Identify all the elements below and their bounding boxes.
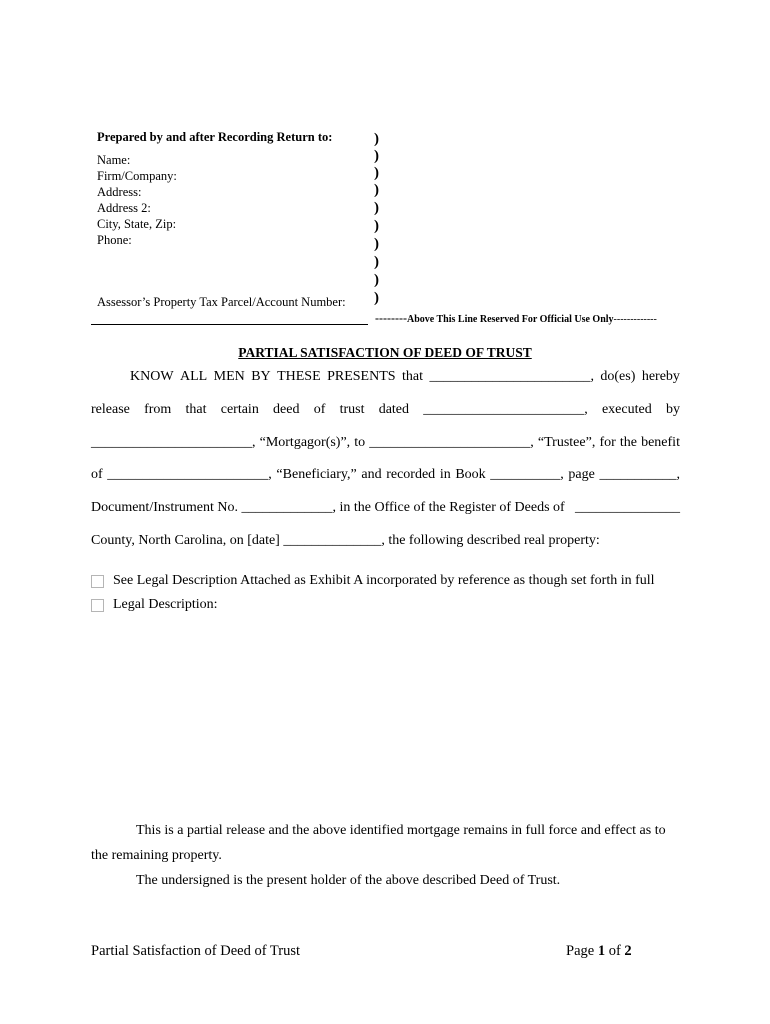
blank-field: _______________________, — [107, 467, 272, 482]
body-line-1 — [130, 369, 680, 385]
legal-description-label: Legal Description: — [113, 597, 218, 612]
phone-label: Phone: — [97, 233, 132, 247]
body-line-6 — [91, 533, 680, 549]
word: “Beneficiary,” — [276, 467, 357, 482]
word: Book — [455, 467, 486, 482]
address-label: Address: — [97, 185, 142, 199]
word: the — [619, 435, 637, 450]
bracket-paren: ) — [374, 200, 379, 216]
recording-divider-line — [91, 324, 368, 325]
word: BY — [251, 369, 271, 384]
address-2-label: Address 2: — [97, 201, 151, 215]
word: from — [144, 402, 172, 417]
word: and — [361, 467, 382, 482]
blank-field: __________, — [490, 467, 564, 482]
blank-field: _______________________, — [423, 402, 588, 417]
city-state-zip-label: City, State, Zip: — [97, 217, 177, 231]
bracket-paren: ) — [374, 148, 379, 164]
word: of — [91, 467, 103, 482]
official-use-notice — [375, 311, 657, 326]
assessor-parcel-label: Assessor’s Property Tax Parcel/Account Number: — [97, 295, 346, 309]
word: trust — [339, 402, 365, 417]
page-label: Page — [566, 943, 595, 959]
word: of — [313, 402, 326, 417]
word: ALL — [179, 369, 208, 384]
bracket-paren: ) — [374, 272, 379, 288]
body-line-5 — [91, 500, 680, 516]
bracket-paren: ) — [374, 182, 379, 198]
word: “Mortgagor(s)”, — [259, 435, 351, 450]
name-label: Name: — [97, 153, 131, 167]
document-title: PARTIAL SATISFACTION OF DEED OF TRUST — [238, 345, 532, 360]
page-total: 2 — [624, 943, 632, 959]
word: KNOW — [130, 369, 174, 384]
word: do(es) — [600, 369, 636, 384]
prepared-by-heading: Prepared by and after Recording Return to: — [97, 130, 333, 144]
legal-description-checkbox[interactable] — [91, 599, 104, 612]
bracket-paren: ) — [374, 290, 379, 306]
body-line-2 — [91, 402, 680, 418]
body-line-3 — [91, 435, 680, 451]
word: hereby — [641, 369, 680, 384]
partial-release-paragraph-line-1: This is a partial release and the above identified mortgage remains in full force and effect as to — [136, 823, 666, 838]
word: release — [91, 402, 130, 417]
word: PRESENTS — [327, 369, 396, 384]
of-label: of — [608, 943, 621, 959]
official-trail: ------------- — [613, 314, 657, 325]
word: page — [568, 467, 595, 482]
page-number: 1 — [597, 943, 606, 959]
firm-company-label: Firm/Company: — [97, 169, 177, 183]
word: to — [354, 435, 366, 450]
word: that — [185, 402, 207, 417]
official-dashes: -------- — [375, 311, 407, 325]
exhibit-label: See Legal Description Attached as Exhibit A incorporated by reference as though set forth in full — [113, 573, 655, 588]
word: THESE — [277, 369, 321, 384]
bracket-paren: ) — [374, 165, 379, 181]
word: that — [402, 369, 423, 384]
exhibit-option[interactable] — [91, 573, 655, 589]
word: recorded — [386, 467, 436, 482]
footer-document-title: Partial Satisfaction of Deed of Trust — [91, 943, 301, 959]
exhibit-checkbox[interactable] — [91, 575, 104, 588]
blank-field: _______________________, — [369, 435, 534, 450]
blank-field: _______________ — [575, 500, 680, 515]
word: in — [439, 467, 451, 482]
blank-field: _______________________, — [91, 435, 256, 450]
page-indicator — [566, 943, 632, 960]
blank-field: ___________, — [599, 467, 680, 482]
blank-field: _______________________, — [429, 369, 594, 384]
word: executed — [601, 402, 652, 417]
word: certain — [220, 402, 259, 417]
word: benefit — [641, 435, 680, 450]
word: by — [665, 402, 680, 417]
word: “Trustee”, — [537, 435, 596, 450]
body-line-4 — [91, 467, 680, 483]
legal-description-option[interactable] — [91, 597, 218, 613]
county-text: County, North Carolina, on [date] ______________, the following described real property: — [91, 533, 600, 548]
bracket-paren: ) — [374, 131, 379, 147]
word: dated — [378, 402, 410, 417]
word: for — [599, 435, 616, 450]
official-use-text: Above This Line Reserved For Official Use Only — [406, 314, 614, 325]
instrument-text: Document/Instrument No. _____________, in the Office of the Register of Deeds of — [91, 500, 565, 515]
word: deed — [273, 402, 300, 417]
bracket-paren: ) — [374, 254, 379, 270]
holder-statement: The undersigned is the present holder of the above described Deed of Trust. — [136, 873, 561, 888]
partial-release-paragraph-line-2: the remaining property. — [91, 848, 222, 863]
word: MEN — [213, 369, 245, 384]
bracket-paren: ) — [374, 236, 379, 252]
bracket-paren: ) — [374, 218, 379, 234]
